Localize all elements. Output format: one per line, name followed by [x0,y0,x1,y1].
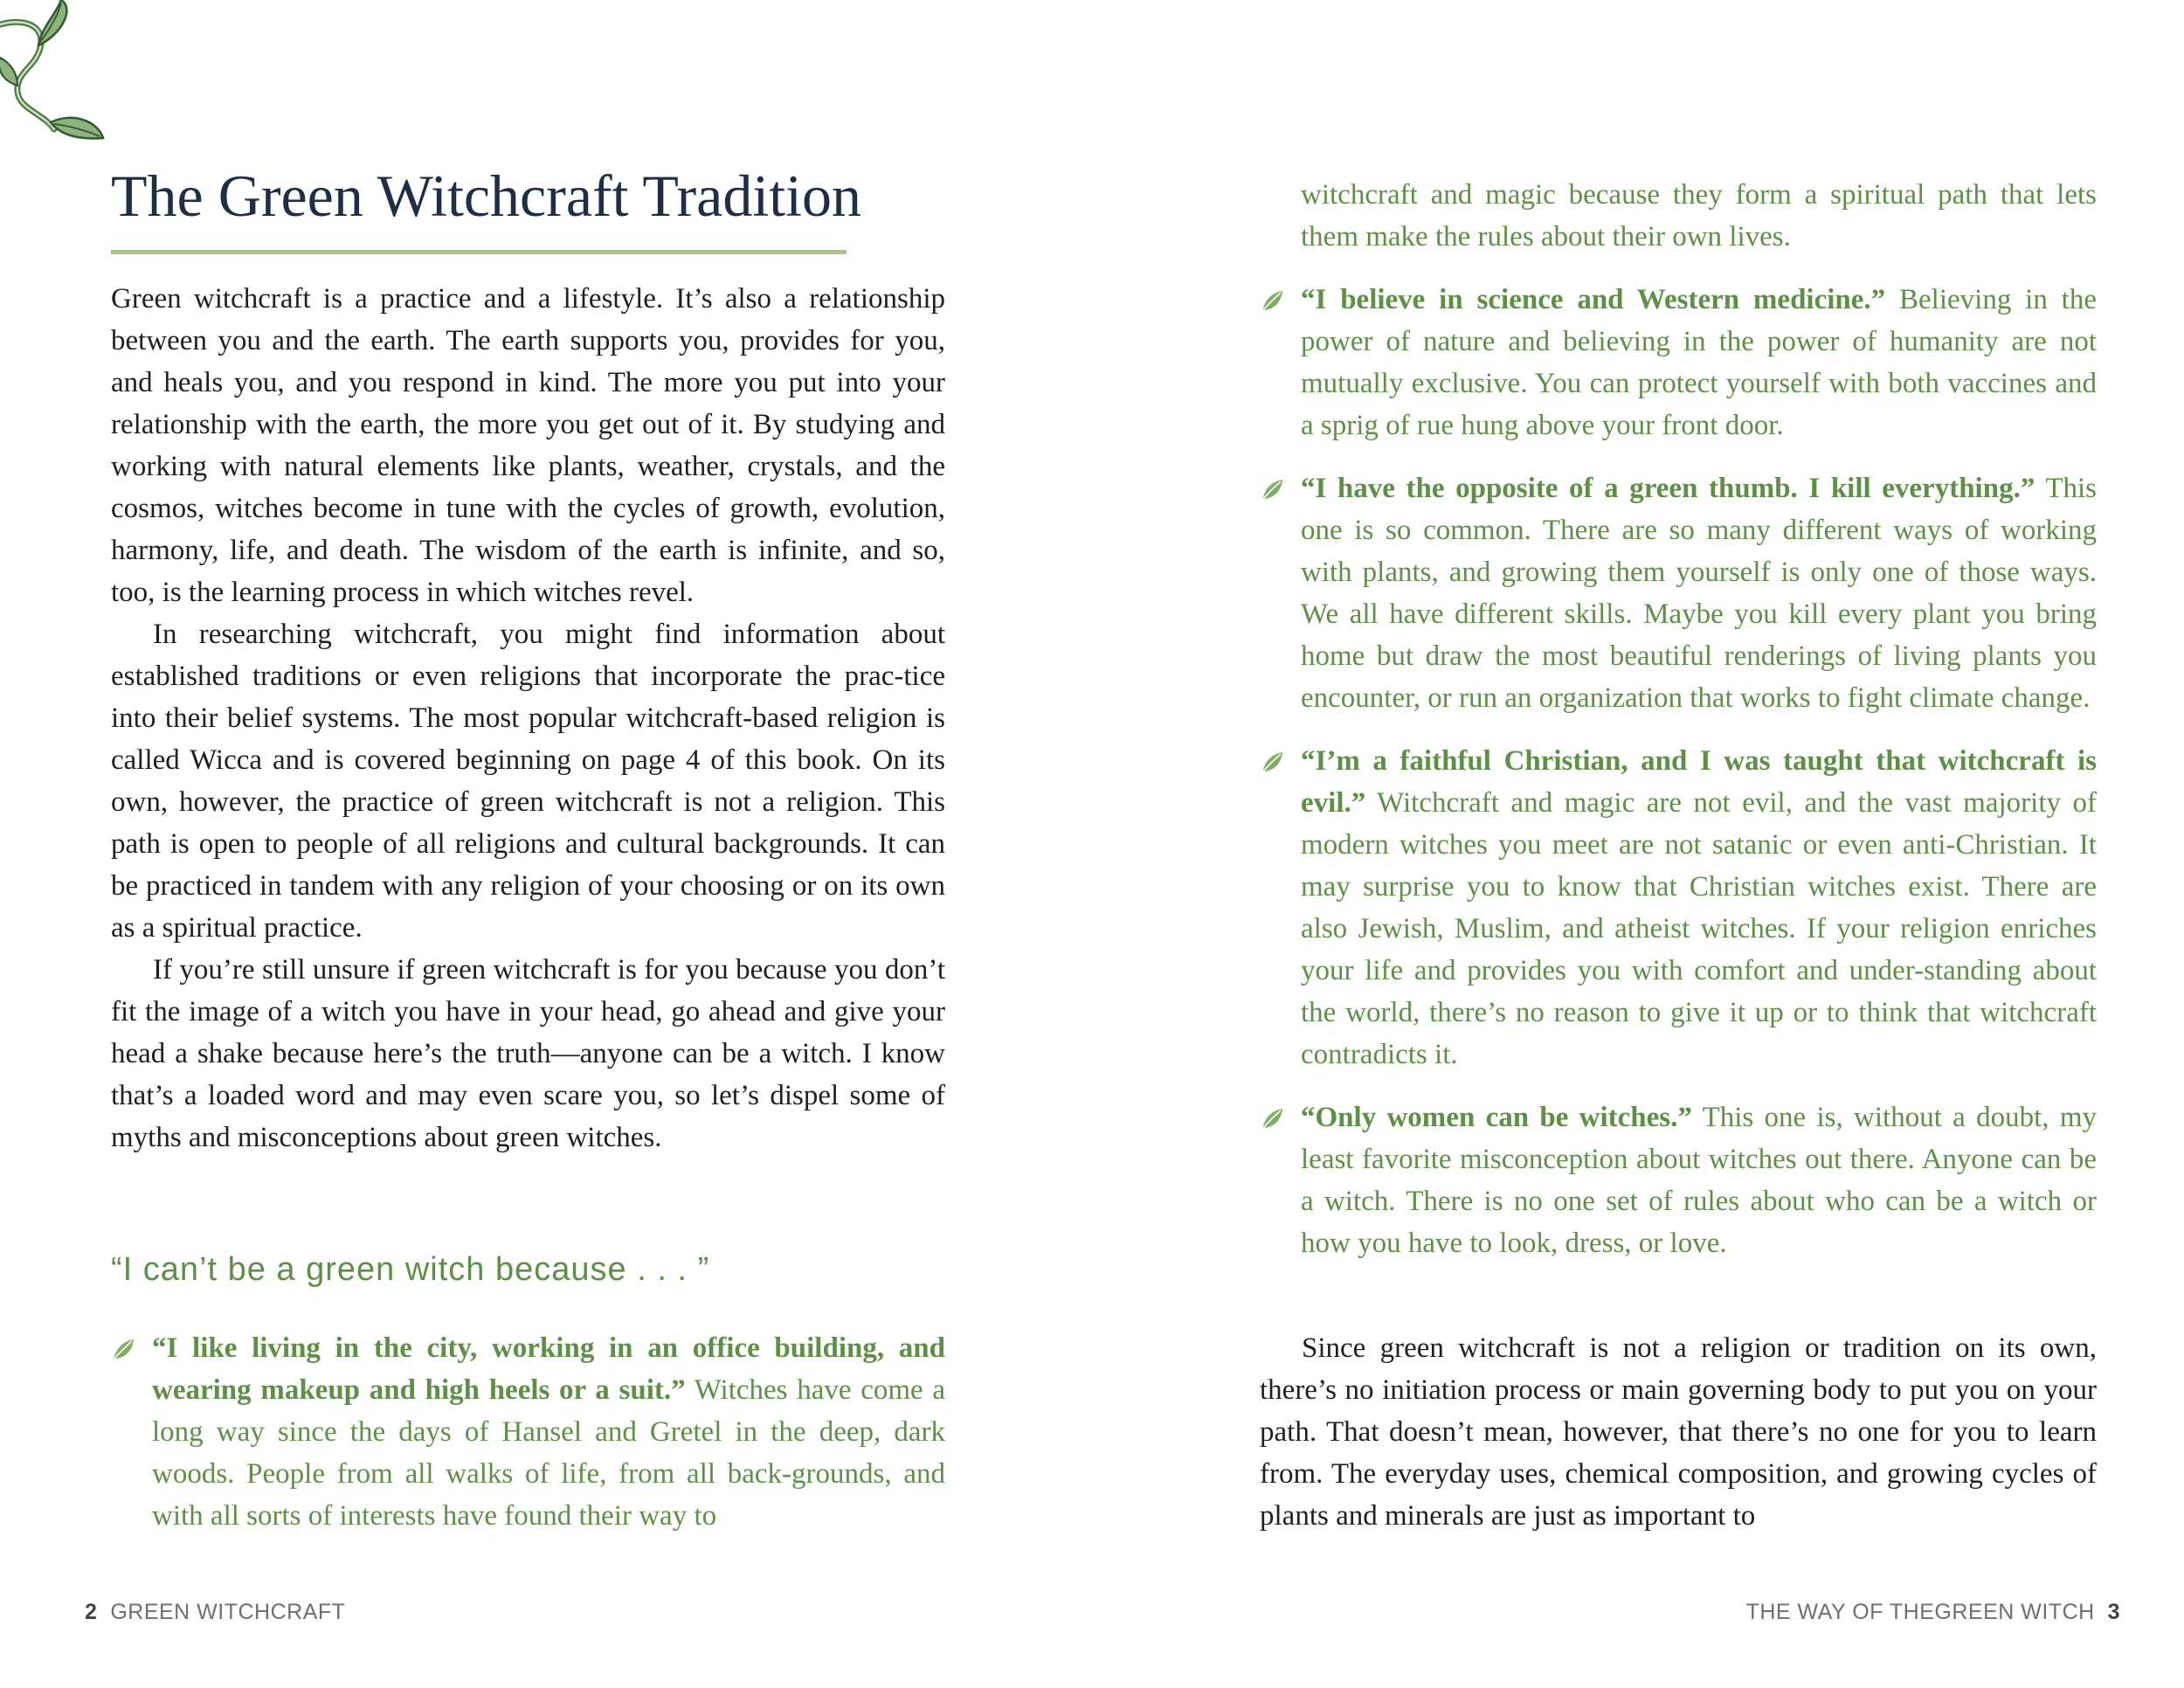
vine-ornament-icon [0,0,114,140]
list-item [1260,279,2097,446]
bullet-lead: “Only women can be witches.” [1301,1102,1692,1133]
bullet-lead: “I like living in the city, working in an office building, and wearing makeup and high heels or a suit.” [152,1332,945,1406]
leaf-icon [1260,751,1284,775]
paragraph: Since green witchcraft is not a religion or tradition on its own, there’s no initiation process or main governing body to put you on your path. That doesn’t mean, however, that there’s no one for you to learn from. The everyday uses, chemical composition, and growing cycles of plants and minerals are just as important to [1260,1332,2097,1532]
bullet-lead: “I’m a faithful Christian, and I was taught that witchcraft is evil.” [1301,745,2097,819]
list-item [1260,467,2097,719]
bullet-body: This one is so common. There are so many different ways of working with plants, and growing them yourself is only one of those ways. We all have different skills. Maybe you kill every plant you bring home but draw the most beautiful renderings of living plants you encounter, or run an organization that works to fight climate change. [1301,473,2097,714]
page-number: 2 [85,1600,98,1624]
running-title: THE WAY OF THEGREEN WITCH [1745,1600,2095,1624]
leaf-icon [1260,478,1284,502]
continued-text: witchcraft and magic because they form a spiritual path that lets them make the rules about their own lives. [1301,179,2097,253]
page-title: The Green Witchcraft Tradition [111,163,861,229]
body-text [111,278,945,1159]
section-subheading: “I can’t be a green witch because . . . ” [111,1251,710,1288]
leaf-icon [1260,289,1284,314]
bullet-body: Witchcraft and magic are not evil, and the vast majority of modern witches you meet are not satanic or even anti-Christian. It may surprise you to know that Christian witches exist. There are also Jewish, Muslim, and atheist witches. If your religion enriches your life and provides you with comfort and under-standing about the world, there’s no reason to give it up or to think that witchcraft contradicts it. [1301,787,2097,1070]
footer-left [85,1600,345,1625]
paragraph: In researching witchcraft, you might find information about established traditions or even religions that incorporate the prac-tice into their belief systems. The most popular witchcraft-based religion is called Wicca and is covered beginning on page 4 of this book. On its own, however, the practice of green witchcraft is not a religion. This path is open to people of all religions and cultural backgrounds. It can be practiced in tandem with any religion of your choosing or on its own as a spiritual practice. [111,619,945,944]
paragraph: If you’re still unsure if green witchcraft is for you because you don’t fit the image of a witch you have in your head, go ahead and give your head a shake because here’s the truth—anyone can be a witch. I know that’s a loaded word and may even scare you, so let’s dispel some of myths and misconceptions about green witches. [111,954,945,1153]
leaf-icon [1260,1107,1284,1131]
bullet-text [152,1327,945,1537]
paragraph: Green witchcraft is a practice and a lifestyle. It’s also a relationship between you and the earth. The earth supports you, provides for you, and heals you, and you respond in kind. The more you put into your relationship with the earth, the more you get out of it. By studying and working with natural elements like plants, weather, crystals, and the cosmos, witches become in tune with the cycles of growth, evolution, harmony, life, and death. The wisdom of the earth is infinite, and so, too, is the learning process in which witches revel. [111,283,945,608]
body-text-right [1260,1327,2097,1537]
bullet-text [1301,467,2097,719]
list-item [111,1327,945,1537]
bullet-body: This one is, without a doubt, my least favorite misconception about witches out there. Anyone can be a witch. There is no one set of rules about who can be a witch or how you have to look, dress, or love. [1301,1102,2097,1259]
bullet-lead: “I have the opposite of a green thumb. I kill everything.” [1301,473,2035,504]
list-item [1260,1097,2097,1264]
title-underline [111,250,847,254]
list-item [1260,740,2097,1076]
bullet-text [1301,279,2097,446]
bullet-lead: “I believe in science and Western medicine.” [1301,284,1886,315]
footer-right [1746,1600,2120,1625]
page-number: 3 [2107,1600,2120,1624]
myth-list [111,1327,945,1558]
leaf-icon [111,1338,135,1362]
bullet-body: Witches have come a long way since the days of Hansel and Gretel in the deep, dark woods. People from all walks of life, from all back-grounds, and with all sorts of interests have found their way to [152,1374,945,1532]
myth-list-continued [1260,279,2097,1285]
bullet-text [1301,740,2097,1076]
running-title: GREEN WITCHCRAFT [110,1600,346,1624]
bullet-text [1301,1097,2097,1264]
bullet-body: Believing in the power of nature and believing in the power of humanity are not mutually exclusive. You can protect yourself with both vaccines and a sprig of rue hung above your front door. [1301,284,2098,441]
